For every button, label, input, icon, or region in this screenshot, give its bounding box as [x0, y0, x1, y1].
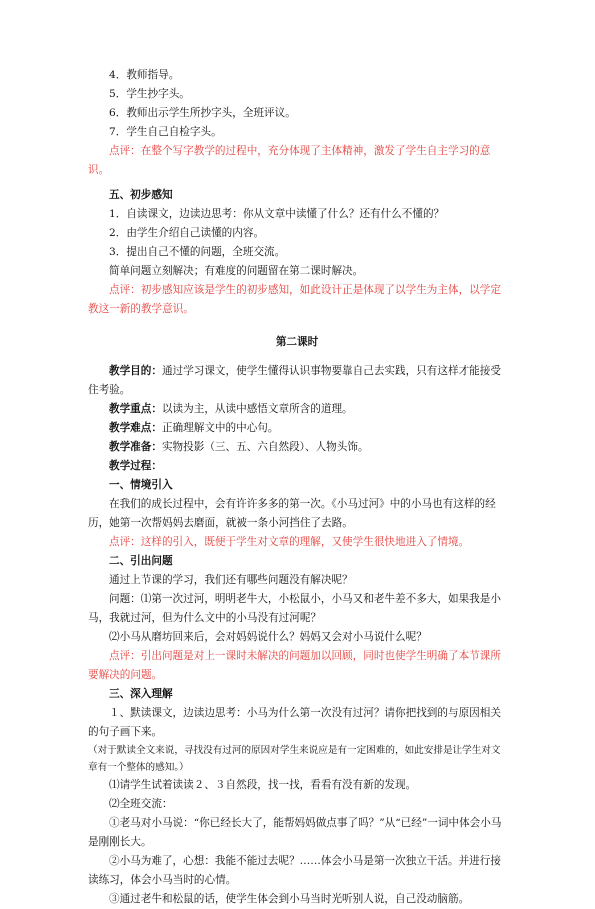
step-item: 5．学生抄字头。	[109, 88, 190, 100]
paragraph: ⑴请学生试着读读２、３自然段，找一找，看看有没有新的发现。	[109, 779, 417, 791]
document-page	[88, 66, 506, 909]
paragraph: ⑵小马从磨坊回来后，会对妈妈说什么？妈妈又会对小马说什么呢？	[109, 631, 427, 643]
list-item: 1．自读课文，边读边思考：你从文章中读懂了什么？还有什么不懂的？	[109, 208, 445, 220]
label: 教学难点：	[109, 422, 162, 434]
value: 实物投影（三、五、六自然段）、人物头饰。	[161, 441, 369, 453]
paragraph: ①老马对小马说：“你已经长大了，能帮妈妈做点事了吗？”从“已经”一词中体会小马是刚刚长大。	[88, 817, 502, 848]
lesson-title: 第二课时	[275, 336, 319, 348]
process-label: 教学过程：	[109, 460, 162, 472]
paragraph: 在我们的成长过程中，会有许许多多的第一次。《小马过河》中的小马也有这样的经历，她第一次帮妈妈去磨面，就被一条小河挡住了去路。	[88, 498, 496, 529]
value: 以读为主，从读中感悟文章所含的道理。	[161, 403, 353, 415]
paragraph: ⑵全班交流：	[109, 798, 173, 810]
teaching-prep	[88, 438, 506, 457]
list-item: 简单问题立刻解决；有难度的问题留在第二课时解决。	[109, 265, 364, 277]
comment: 点评：引出问题是对上一课时未解决的问题加以回顾，同时也使学生明确了本节课所要解决的问题。	[88, 650, 501, 681]
value: 通过学习课文，使学生懂得认识事物要靠自己去实践，只有这样才能接受住考验。	[88, 365, 501, 396]
section-heading: 一、情境引入	[109, 479, 173, 491]
paragraph: 通过上节课的学习，我们还有哪些问题没有解决呢？	[109, 574, 353, 586]
paragraph: １、默读课文，边读边思考：小马为什么第一次没有过河？请你把找到的与原因相关的句子画下来。	[88, 707, 501, 738]
step-item: 6．教师出示学生所抄字头，全班评议。	[109, 107, 296, 119]
step-item: 4．教师指导。	[109, 69, 180, 81]
label: 教学目的：	[109, 365, 162, 377]
step-item: 7．学生自己自检字头。	[109, 126, 222, 138]
list-item: 2．由学生介绍自己读懂的内容。	[109, 227, 265, 239]
paragraph: ②小马为难了，心想：我能不能过去呢？……体会小马是第一次独立干活。并进行接读练习，体会小马当时的心情。	[88, 855, 501, 886]
value: 正确理解文中的中心句。	[161, 422, 279, 434]
section-heading: 二、引出问题	[109, 555, 173, 567]
label: 教学重点：	[109, 403, 162, 415]
section-heading: 三、深入理解	[109, 688, 173, 700]
teaching-difficulty	[88, 419, 506, 438]
paragraph: ③通过老牛和松鼠的话，使学生体会到小马当时光听别人说，自己没动脑筋。	[109, 893, 470, 905]
list-item: 3．提出自己不懂的问题，全班交流。	[109, 246, 286, 258]
comment: 点评：这样的引入，既便于学生对文章的理解，又使学生很快地进入了情境。	[109, 536, 470, 548]
teaching-key	[88, 400, 506, 419]
teaching-goal	[88, 362, 506, 400]
comment: 点评：在整个写字教学的过程中，充分体现了主体精神，激发了学生自主学习的意识。	[88, 145, 491, 176]
paragraph: 问题：⑴第一次过河，明明老牛大，小松鼠小，小马又和老牛差不多大，如果我是小马，我就过河，但为什么文中的小马没有过河呢？	[88, 593, 501, 624]
section-heading: 五、初步感知	[109, 189, 173, 201]
comment: 点评：初步感知应该是学生的初步感知，如此设计正是体现了以学生为主体，以学定教这一新的教学意识。	[88, 284, 501, 315]
label: 教学准备：	[109, 441, 162, 453]
note: （对于默读全文来说，寻找没有过河的原因对学生来说应是有一定困难的，如此安排是让学生对文章有一个整体的感知。）	[88, 745, 501, 773]
